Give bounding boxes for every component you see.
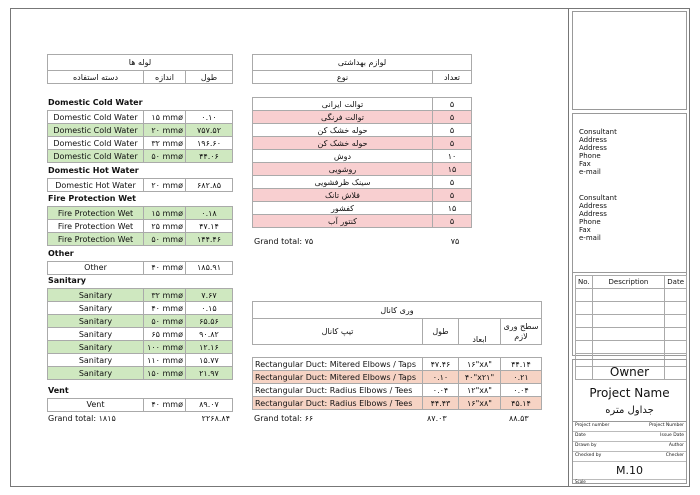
consultant-line: e-mail [579,168,601,176]
consultant-info [579,128,617,176]
table-row [253,111,472,124]
pipe-group-table [47,110,233,163]
ducts-col-length: طول [423,319,459,345]
project-name: Project Name [589,386,670,400]
fixture-type: کنتور آب [253,215,433,228]
duct-type: Rectangular Duct: Radius Elbows / Tees [253,384,423,397]
drawn-by-label: Drawn by [575,443,597,448]
fixture-count: ۵ [433,189,472,202]
pipe-category: Sanitary [48,341,144,354]
ducts-grand-total: Grand total: ۶۶ [254,414,314,423]
pipes-col-size: اندازه [144,71,186,84]
duct-length: ۴۷.۴۶ [423,358,459,371]
pipe-size: ۲۰ mmø [144,124,186,137]
sheet-title: جداول متره [605,405,654,416]
pipe-size: ۱۵ mmø [144,207,186,220]
pipe-group-label: Domestic Hot Water [48,166,139,176]
ducts-body [252,357,542,410]
table-row [48,367,233,380]
pipe-length: ۶۵.۵۶ [186,315,233,328]
pipes-col-category: دسته استفاده [48,71,144,84]
table-row [48,398,233,411]
fixture-count: ۵ [433,176,472,189]
fixture-count: ۱۰ [433,150,472,163]
table-row [253,176,472,189]
ducts-col-dims: ابعاد [459,319,501,345]
duct-area: ۰.۲۱ [501,371,542,384]
pipe-group-table [47,288,233,380]
fixture-type: حوله خشک کن [253,137,433,150]
pipe-category: Fire Protection Wet [48,233,144,246]
table-row [48,302,233,315]
pipe-size: ۱۵ mmø [144,111,186,124]
scale-label: Scale [575,479,586,484]
rev-col-date: Date [665,276,687,289]
project-number-value: Project Number [649,423,684,428]
fixtures-col-type: نوع [253,71,433,84]
pipe-group-label: Fire Protection Wet [48,194,136,203]
fixture-count: ۱۵ [433,163,472,176]
pipes-header [47,54,233,84]
consultant-line: e-mail [579,234,601,242]
pipe-category: Domestic Cold Water [48,150,144,163]
table-row [48,315,233,328]
pipe-length: ۶۸۲.۸۵ [186,179,233,192]
pipes-col-length: طول [186,71,233,84]
table-row [48,328,233,341]
duct-length: ۰.۰۴ [423,384,459,397]
pipe-size: ۲۰ mmø [144,179,186,192]
table-row [48,341,233,354]
date-value: Issue Date [660,433,684,438]
table-row [253,137,472,150]
pipe-category: Vent [48,398,144,411]
table-row [48,137,233,150]
ducts-grand-total-length: ۸۷.۰۳ [427,414,447,423]
pipe-category: Domestic Cold Water [48,124,144,137]
fixture-type: دوش [253,150,433,163]
duct-length: ۰.۱۰ [423,371,459,384]
consultant-line: Fax [579,226,591,234]
pipe-category: Fire Protection Wet [48,220,144,233]
date-label: Date [575,433,586,438]
pipe-category: Sanitary [48,289,144,302]
pipe-category: Sanitary [48,328,144,341]
duct-dims: ۱۲"x۸" [459,384,501,397]
drawn-by-value: Author [668,443,684,448]
ducts-col-type: تیپ کانال [253,319,423,345]
duct-dims: ۱۶"x۸" [459,397,501,410]
rev-col-description: Description [592,276,665,289]
pipe-length: ۷.۶۷ [186,289,233,302]
table-row [253,202,472,215]
consultant-line: Consultant [579,194,617,202]
table-row [48,233,233,246]
table-row [253,397,542,410]
table-row [48,111,233,124]
pipe-size: ۵۰ mmø [144,150,186,163]
pipe-size: ۴۰ mmø [144,398,186,411]
pipe-group-label: Sanitary [48,276,86,286]
pipe-size: ۵۰ mmø [144,233,186,246]
pipe-size: ۱۵۰ mmø [144,367,186,380]
pipe-size: ۳۲ mmø [144,137,186,150]
duct-length: ۴۴.۴۳ [423,397,459,410]
pipe-group-table [47,398,233,412]
table-row [48,179,233,192]
duct-area: ۴۵.۱۴ [501,397,542,410]
fixture-type: سینک ظرفشویی [253,176,433,189]
table-row [253,358,542,371]
pipe-length: ۴۴.۰۶ [186,150,233,163]
title-block [568,8,690,487]
pipe-size: ۴۰ mmø [144,302,186,315]
ducts-grand-total-area: ۸۸.۵۳ [509,414,529,423]
table-row [253,163,472,176]
pipe-category: Sanitary [48,367,144,380]
consultant-line: Fax [579,160,591,168]
pipe-category: Sanitary [48,315,144,328]
consultant-line: Consultant [579,128,617,136]
fixtures-col-count: تعداد [433,71,472,84]
fixtures-title: لوازم بهداشتی [253,55,472,71]
consultant-line: Address [579,202,607,210]
pipe-length: ۹۰.۸۲ [186,328,233,341]
pipe-length: ۱۴۴.۴۶ [186,233,233,246]
pipe-size: ۳۲ mmø [144,289,186,302]
pipe-length: ۰.۱۵ [186,302,233,315]
pipe-length: ۱۸۵.۹۱ [186,261,233,274]
owner: Owner [609,365,650,379]
consultant-box [572,113,687,273]
consultant-line: Phone [579,152,601,160]
pipe-group-table [47,261,233,275]
pipe-category: Domestic Cold Water [48,137,144,150]
table-row [253,98,472,111]
fixture-type: روشویی [253,163,433,176]
fixtures-header [252,54,472,84]
pipe-size: ۵۰ mmø [144,315,186,328]
pipe-category: Sanitary [48,354,144,367]
duct-area: ۰.۰۴ [501,384,542,397]
sheet-number: M.10 [616,464,643,477]
duct-type: Rectangular Duct: Radius Elbows / Tees [253,397,423,410]
duct-area: ۴۴.۱۴ [501,358,542,371]
pipe-category: Sanitary [48,302,144,315]
fixture-type: توالت فرنگی [253,111,433,124]
pipes-grand-total: Grand total: ۱۸۱۵ [48,414,116,423]
pipe-length: ۱۵.۷۷ [186,354,233,367]
duct-type: Rectangular Duct: Mitered Elbows / Taps [253,371,423,384]
ducts-header [252,301,542,345]
pipe-category: Domestic Hot Water [48,179,144,192]
pipes-grand-total-value: ۲۲۶۸.۸۴ [201,414,230,423]
table-row [48,289,233,302]
pipe-length: ۲۱.۹۷ [186,367,233,380]
pipe-length: ۱۲.۱۶ [186,341,233,354]
fixture-type: فلاش تانک [253,189,433,202]
consultant-line: Address [579,136,607,144]
pipe-size: ۶۵ mmø [144,328,186,341]
table-row [48,124,233,137]
revision-box [572,272,687,356]
duct-dims: ۱۶"x۸" [459,358,501,371]
pipes-title: لوله ها [48,55,233,71]
ducts-col-area: سطح وری لازم [501,319,542,345]
fixture-count: ۱۵ [433,202,472,215]
logo-box [572,11,687,110]
fixture-count: ۵ [433,215,472,228]
table-row [48,354,233,367]
checked-by-value: Checker [665,453,684,458]
pipe-length: ۰.۱۸ [186,207,233,220]
table-row [253,150,472,163]
consultant-line: Phone [579,218,601,226]
table-row [253,189,472,202]
fixtures-grand-total: Grand total: ۷۵ [254,237,314,246]
fixture-type: توالت ایرانی [253,98,433,111]
pipe-length: ۴۷.۱۴ [186,220,233,233]
table-row [48,220,233,233]
project-number-label: Project number [575,423,610,428]
table-row [48,207,233,220]
duct-dims: ۴۰"x۲۱" [459,371,501,384]
table-row [253,124,472,137]
checked-by-label: Checked by [575,453,602,458]
consultant-line: Address [579,144,607,152]
pipe-group-label: Vent [48,385,69,395]
consultant-line: Address [579,210,607,218]
sheet-info-box [572,359,687,484]
duct-type: Rectangular Duct: Mitered Elbows / Taps [253,358,423,371]
fixture-count: ۵ [433,137,472,150]
fixture-count: ۵ [433,111,472,124]
pipe-length: ۷۵۷.۵۲ [186,124,233,137]
rev-col-no: No. [576,276,593,289]
pipe-length: ۱۹۶.۶۰ [186,137,233,150]
consultant-info-2 [579,194,617,242]
pipe-category: Domestic Cold Water [48,111,144,124]
ducts-title: وری کانال [253,302,542,319]
table-row [48,261,233,274]
pipe-group-label: Other [48,248,74,258]
fixture-type: کفشور [253,202,433,215]
fixture-count: ۵ [433,98,472,111]
table-row [253,371,542,384]
table-row [253,384,542,397]
fixture-type: حوله خشک کن [253,124,433,137]
pipe-size: ۱۱۰ mmø [144,354,186,367]
pipe-group-table [47,178,233,192]
fixture-count: ۵ [433,124,472,137]
table-row [48,150,233,163]
pipe-group-label: Domestic Cold Water [48,98,143,107]
pipe-length: ۰.۱۰ [186,111,233,124]
pipe-category: Fire Protection Wet [48,207,144,220]
fixtures-body [252,97,472,228]
pipe-category: Other [48,261,144,274]
pipe-size: ۱۰۰ mmø [144,341,186,354]
table-row [253,215,472,228]
pipe-size: ۴۰ mmø [144,261,186,274]
fixtures-grand-total-value: ۷۵ [450,237,460,246]
pipe-length: ۸۹.۰۷ [186,398,233,411]
pipe-size: ۲۵ mmø [144,220,186,233]
pipe-group-table [47,206,233,246]
